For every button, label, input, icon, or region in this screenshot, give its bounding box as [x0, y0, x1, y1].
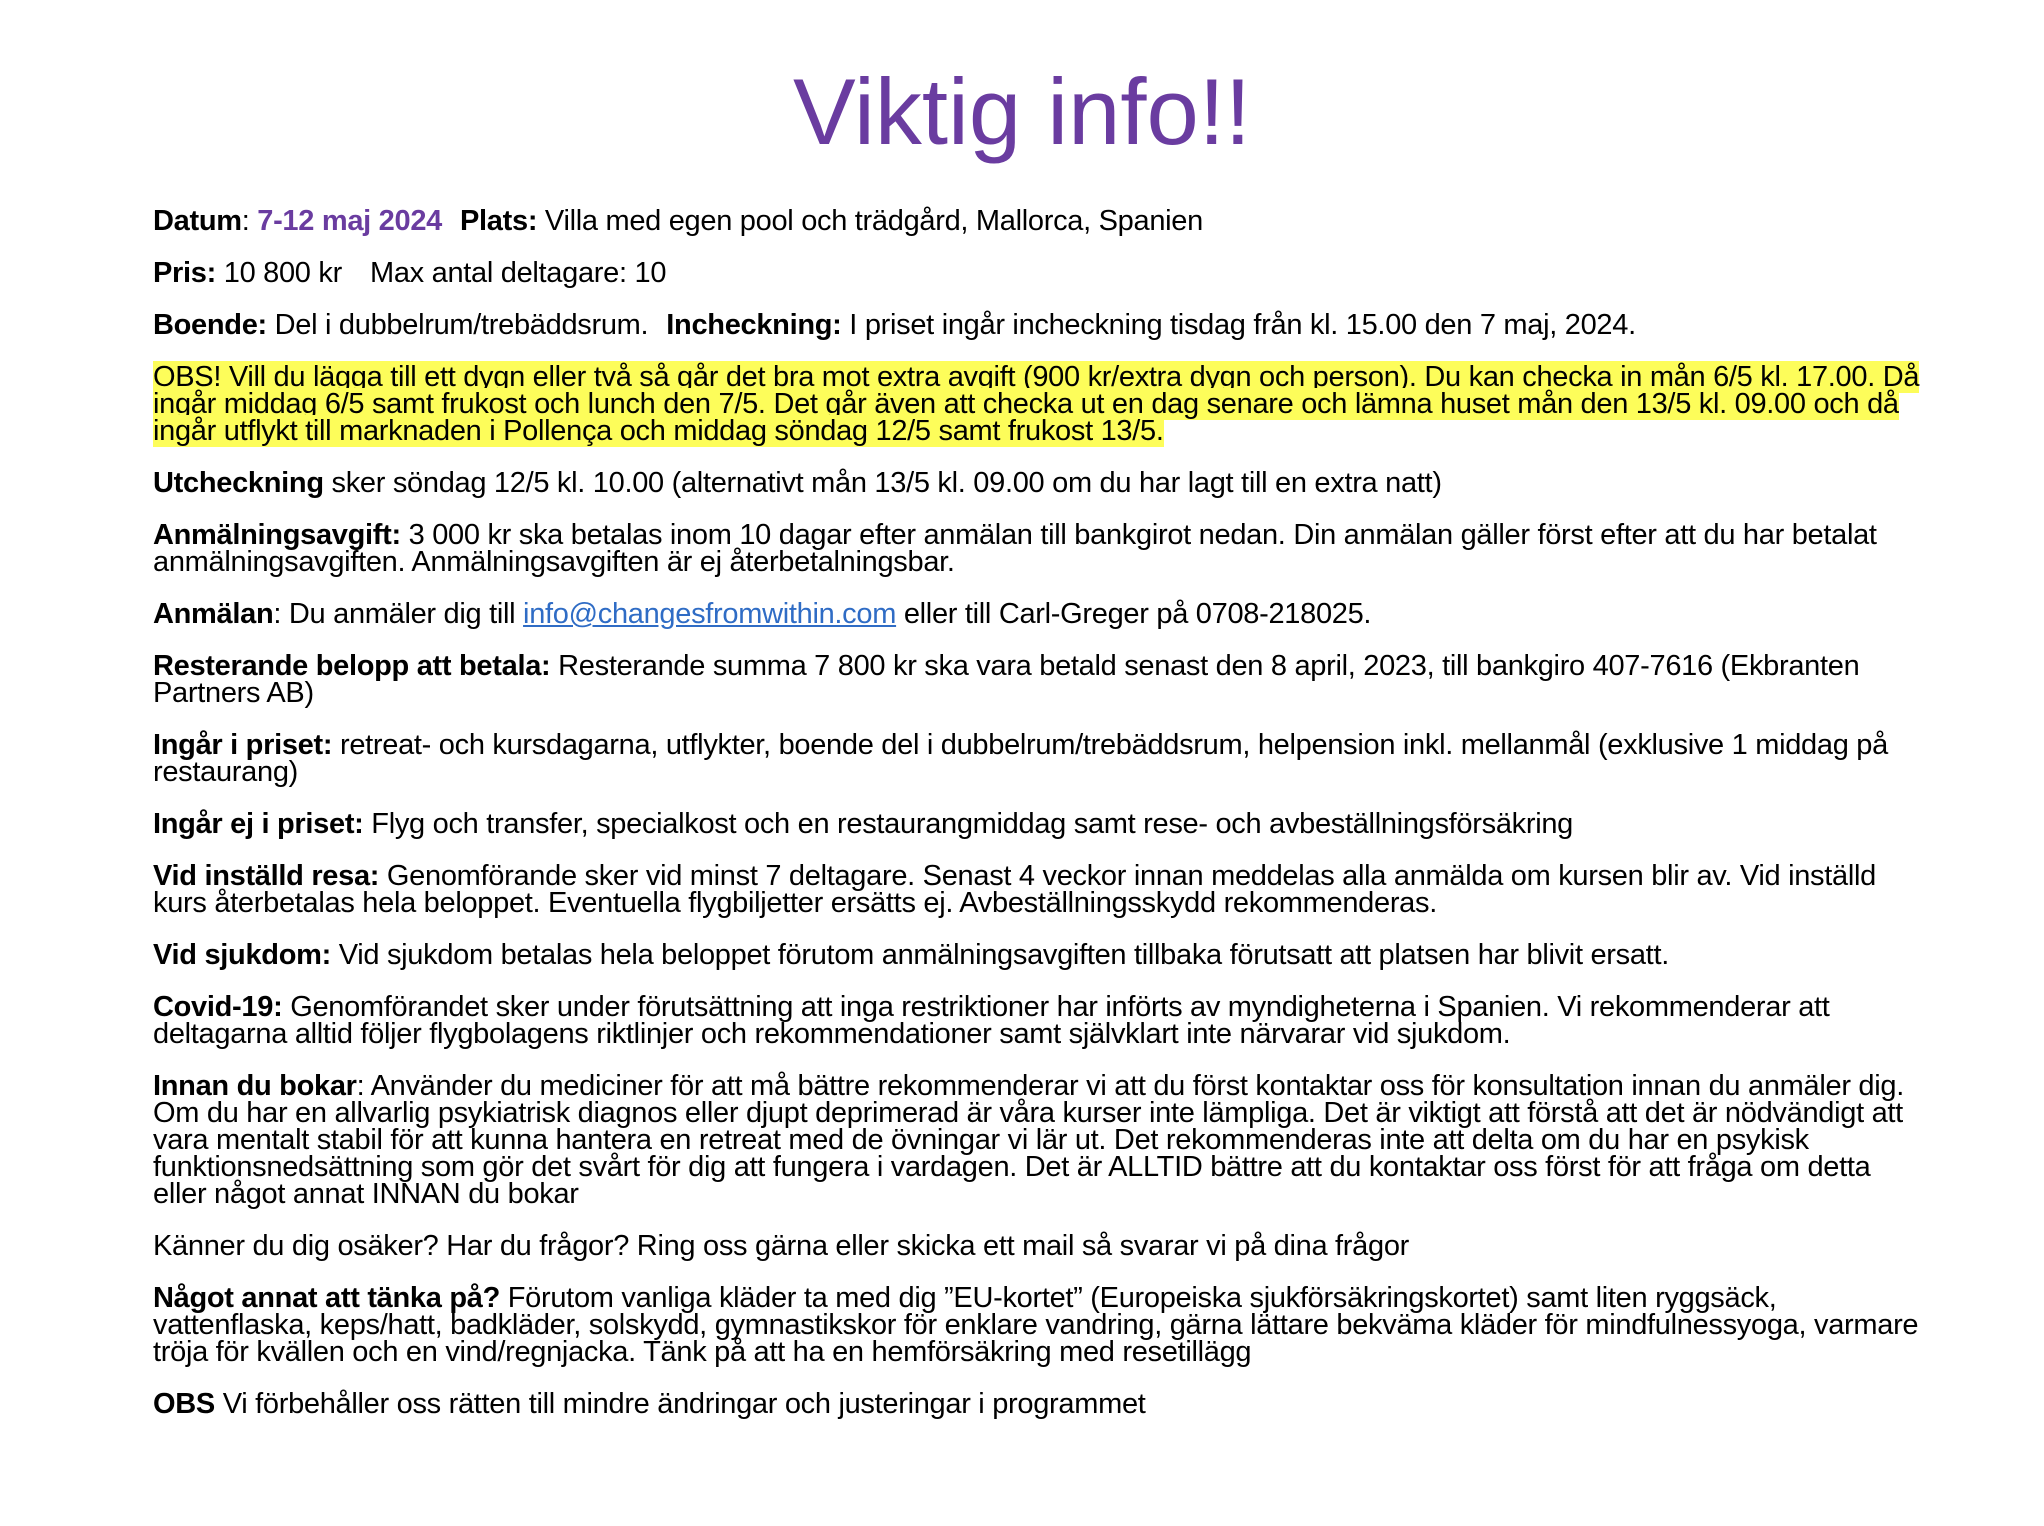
- osaker-paragraph: Känner du dig osäker? Har du frågor? Ring oss gärna eller skicka ett mail så svarar vi på dina frågor: [153, 1230, 1410, 1262]
- utcheckning-paragraph: [153, 467, 1923, 499]
- installd-value: Genomförande sker vid minst 7 deltagare. Senast 4 veckor innan meddelas alla anmälda om kursen blir av. Vid inställd kurs återbetalas hela beloppet. Eventuella flygbiljetter ersätts ej. Avbeställningsskydd rekommenderas.: [153, 860, 1876, 919]
- email-link[interactable]: info@changesfromwithin.com: [523, 598, 897, 630]
- covid-label: Covid-19:: [153, 991, 283, 1023]
- boende-label: Boende:: [153, 309, 267, 341]
- plats-label: Plats:: [460, 205, 538, 237]
- utcheckning-value: sker söndag 12/5 kl. 10.00 (alternativt mån 13/5 kl. 09.00 om du har lagt till en extra natt): [323, 467, 1442, 499]
- innan-label: Innan du bokar: [153, 1070, 357, 1102]
- utcheckning-label: Utcheckning: [153, 467, 324, 499]
- ingar-paragraph: [153, 729, 1923, 788]
- page-title: Viktig info!!: [792, 59, 1252, 164]
- sjukdom-value: Vid sjukdom betalas hela beloppet förutom anmälningsavgiften tillbaka förutsatt att platsen har blivit ersatt.: [330, 939, 1669, 971]
- ingar-value: retreat- och kursdagarna, utflykter, boende del i dubbelrum/trebäddsrum, helpension inkl. mellanmål (exklusive 1 middag på restaurang): [153, 729, 1888, 788]
- plats-value: Villa med egen pool och trädgård, Mallorca, Spanien: [537, 205, 1203, 237]
- pris-line: [153, 257, 1923, 289]
- ingar-ej-paragraph: [153, 808, 1923, 840]
- covid-value: Genomförandet sker under förutsättning att inga restriktioner har införts av myndigheterna i Spanien. Vi rekommenderar att deltagarna alltid följer flygbolagens riktlinjer och rekommendationer samt självklart inte närvarar vid sjukdom.: [153, 991, 1830, 1050]
- resterande-label: Resterande belopp att betala:: [153, 650, 551, 682]
- datum-value: 7-12 maj 2024: [257, 205, 442, 237]
- obs-extra-paragraph: [153, 361, 1923, 447]
- annat-paragraph: [153, 1282, 1923, 1368]
- anmalan-label: Anmälan: [153, 598, 274, 630]
- anmalan-pre: : Du anmäler dig till: [273, 598, 524, 630]
- anmalningsavgift-value: 3 000 kr ska betalas inom 10 dagar efter anmälan till bankgirot nedan. Din anmälan gäller först efter att du har betalat anmälningsavgiften. Anmälningsavgiften är ej återbetalningsbar.: [153, 519, 1877, 578]
- sjukdom-label: Vid sjukdom:: [153, 939, 331, 971]
- annat-value: Förutom vanliga kläder ta med dig ”EU-kortet” (Europeiska sjukförsäkringskortet) samt liten ryggsäck, vattenflaska, keps/hatt, badkläder, solskydd, gymnastikskor för enklare vandring, gärna lättare bekväma kläder för mindfulnessyoga, varmare tröja för kvällen och en vind/regnjacka. Tänk på att ha en hemförsäkring med resetillägg: [153, 1282, 1919, 1368]
- datum-sep: :: [241, 205, 258, 237]
- resterande-value: Resterande summa 7 800 kr ska vara betald senast den 8 april, 2023, till bankgiro 407-7616 (Ekbranten Partners AB): [153, 650, 1860, 709]
- ingar-ej-label: Ingår ej i priset:: [153, 808, 364, 840]
- installd-paragraph: [153, 860, 1923, 919]
- anmalan-paragraph: [153, 598, 1923, 630]
- datum-plats-line: [153, 205, 1923, 237]
- pris-value: 10 800 kr: [215, 257, 342, 289]
- incheckning-value: I priset ingår incheckning tisdag från kl. 15.00 den 7 maj, 2024.: [841, 309, 1636, 341]
- annat-label: Något annat att tänka på?: [153, 1282, 500, 1314]
- max-deltagare: Max antal deltagare: 10: [369, 257, 667, 289]
- info-content: [153, 205, 1923, 1443]
- obs-final-value: Vi förbehåller oss rätten till mindre ändringar och justeringar i programmet: [214, 1388, 1146, 1420]
- resterande-paragraph: [153, 650, 1923, 709]
- ingar-ej-value: Flyg och transfer, specialkost och en restaurangmiddag samt rese- och avbeställningsförsäkring: [363, 808, 1573, 840]
- boende-line: [153, 309, 1923, 341]
- covid-paragraph: [153, 991, 1923, 1050]
- datum-label: Datum: [153, 205, 242, 237]
- anmalan-post: eller till Carl-Greger på 0708-218025.: [896, 598, 1372, 630]
- highlighted-text: OBS! Vill du lägga till ett dygn eller två så går det bra mot extra avgift (900 kr/extra dygn och person). Du kan checka in mån 6/5 kl. 17.00. Då ingår middag 6/5 samt frukost och lunch den 7/5. Det går även att checka ut en dag senare och lämna huset mån den 13/5 kl. 09.00 och då ingår utflykt till marknaden i Pollença och middag söndag 12/5 samt frukost 13/5.: [153, 361, 1920, 447]
- pris-label: Pris:: [153, 257, 216, 289]
- obs-final-label: OBS: [153, 1388, 215, 1420]
- ingar-label: Ingår i priset:: [153, 729, 333, 761]
- obs-final-paragraph: [153, 1388, 1923, 1420]
- anmalningsavgift-paragraph: [153, 519, 1923, 578]
- anmalningsavgift-label: Anmälningsavgift:: [153, 519, 401, 551]
- innan-value: : Använder du mediciner för att må bättre rekommenderar vi att du först kontaktar oss för konsultation innan du anmäler dig. Om du har en allvarlig psykiatrisk diagnos eller djupt deprimerad är våra kurser inte lämpliga. Det är viktigt att förstå att det är nödvändigt att vara mentalt stabil för att kunna hantera en retreat med de övningar vi lär ut. Det rekommenderas inte att delta om du har en psykisk funktionsnedsättning som gör det svårt för dig att fungera i vardagen. Det är ALLTID bättre att du kontaktar oss först för att fråga om detta eller något annat INNAN du bokar: [153, 1070, 1904, 1210]
- innan-paragraph: [153, 1070, 1923, 1210]
- boende-value: Del i dubbelrum/trebäddsrum.: [266, 309, 649, 341]
- sjukdom-paragraph: [153, 939, 1923, 971]
- installd-label: Vid inställd resa:: [153, 860, 380, 892]
- incheckning-label: Incheckning:: [666, 309, 842, 341]
